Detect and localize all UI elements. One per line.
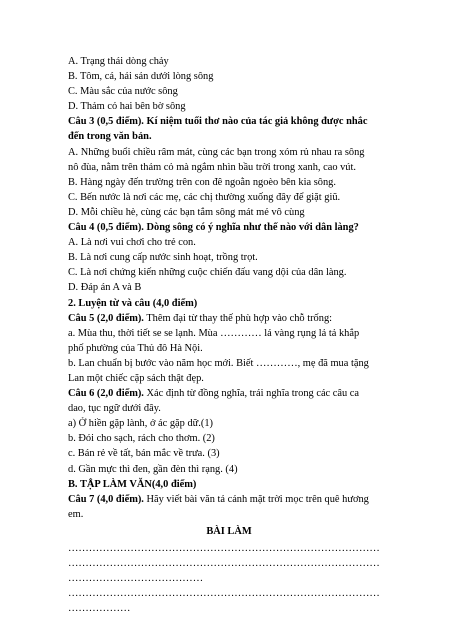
q3-title-continued: đến trong văn bản. bbox=[68, 131, 152, 143]
answer-line: ……………………………………………………………………………… bbox=[68, 588, 380, 600]
q5-line-a: a. Mùa thu, thời tiết se se lạnh. Mùa ………… lá vàng rụng lả tả khắp bbox=[68, 327, 360, 339]
q3-option-b: B. Hàng ngày đến trường trên con đê ngoằn ngoèo bên kia sông. bbox=[68, 176, 336, 188]
section-2-title: 2. Luyện từ và câu (4,0 điểm) bbox=[68, 297, 198, 309]
q3-title: Câu 3 (0,5 điểm). Kí niệm tuổi thơ nào của tác giả không được nhắc bbox=[68, 116, 368, 128]
q4-title: Câu 4 (0,5 điểm). Dòng sông có ý nghĩa như thế nào với dân làng? bbox=[68, 222, 359, 234]
q7-prompt-continued: em. bbox=[68, 508, 84, 520]
q5-title bbox=[68, 311, 390, 326]
q5-line-a-continued: phố phường của Thủ đô Hà Nội. bbox=[68, 342, 203, 354]
q5-prompt: Thêm đại từ thay thế phù hợp vào chỗ trống: bbox=[143, 312, 333, 324]
q6-prompt-continued: dao, tục ngữ dưới đây. bbox=[68, 403, 161, 415]
answer-heading: BÀI LÀM bbox=[206, 525, 252, 537]
q4-option-b: B. Là nơi cung cấp nước sinh hoạt, trồng trọt. bbox=[68, 252, 258, 264]
q6-item-4: d. Gần mực thì đen, gần đèn thì rạng. (4) bbox=[68, 463, 238, 475]
q2-option-b: B. Tôm, cá, hải sản dưới lòng sông bbox=[68, 71, 214, 83]
q6-prompt: Xác định từ đồng nghĩa, trái nghĩa trong các câu ca bbox=[143, 388, 360, 400]
q5-line-b-continued: Lan một chiếc cặp sách thật đẹp. bbox=[68, 372, 204, 384]
q4-option-a: A. Là nơi vui chơi cho trẻ con. bbox=[68, 237, 196, 249]
q7-title bbox=[68, 492, 390, 507]
q6-title bbox=[68, 386, 390, 401]
q7-label: Câu 7 (4,0 điểm). bbox=[68, 493, 144, 505]
q3-option-a-continued: nô đùa, nằm trên thảm cỏ mà ngắm nhìn bầu trời trong xanh, cao vút. bbox=[68, 161, 356, 173]
q3-option-c: C. Bến nước là nơi các mẹ, các chị thường xuống đây để giặt giũ. bbox=[68, 191, 341, 203]
q2-option-d: D. Thảm cỏ hai bên bờ sông bbox=[68, 101, 186, 113]
q4-option-d: D. Đáp án A và B bbox=[68, 282, 142, 294]
q2-option-c: C. Màu sắc của nước sông bbox=[68, 86, 178, 98]
answer-line: ……………………………………………………………………………… bbox=[68, 558, 380, 570]
answer-line: ………………………………… bbox=[68, 573, 204, 585]
answer-line: ……………… bbox=[68, 603, 131, 615]
q2-option-a: A. Trạng thái dòng chảy bbox=[68, 56, 169, 67]
q6-item-2: b. Đói cho sạch, rách cho thơm. (2) bbox=[68, 433, 215, 445]
q6-label: Câu 6 (2,0 điểm). bbox=[68, 388, 144, 400]
q4-option-c: C. Là nơi chứng kiến những cuộc chiến đấu vang dội của dân làng. bbox=[68, 267, 347, 279]
q6-item-3: c. Bán rẻ về tất, bán mắc về trưa. (3) bbox=[68, 448, 220, 460]
q3-option-d: D. Mỗi chiều hè, cùng các bạn tắm sông mát mẻ vô cùng bbox=[68, 206, 305, 218]
answer-line: ……………………………………………………………………………… bbox=[68, 543, 380, 554]
q6-item-1: a) Ở hiền gặp lành, ở ác gặp dữ.(1) bbox=[68, 418, 213, 430]
q3-option-a: A. Những buổi chiều râm mát, cùng các bạn trong xóm rủ nhau ra sông bbox=[68, 146, 365, 158]
section-b-title: B. TẬP LÀM VĂN(4,0 điểm) bbox=[68, 478, 197, 490]
q5-label: Câu 5 (2,0 điểm). bbox=[68, 312, 144, 324]
q5-line-b: b. Lan chuẩn bị bước vào năm học mới. Biết …………, mẹ đã mua tặng bbox=[68, 357, 369, 369]
q7-prompt: Hãy viết bài văn tả cảnh mặt trời mọc trên quê hương bbox=[143, 493, 369, 505]
